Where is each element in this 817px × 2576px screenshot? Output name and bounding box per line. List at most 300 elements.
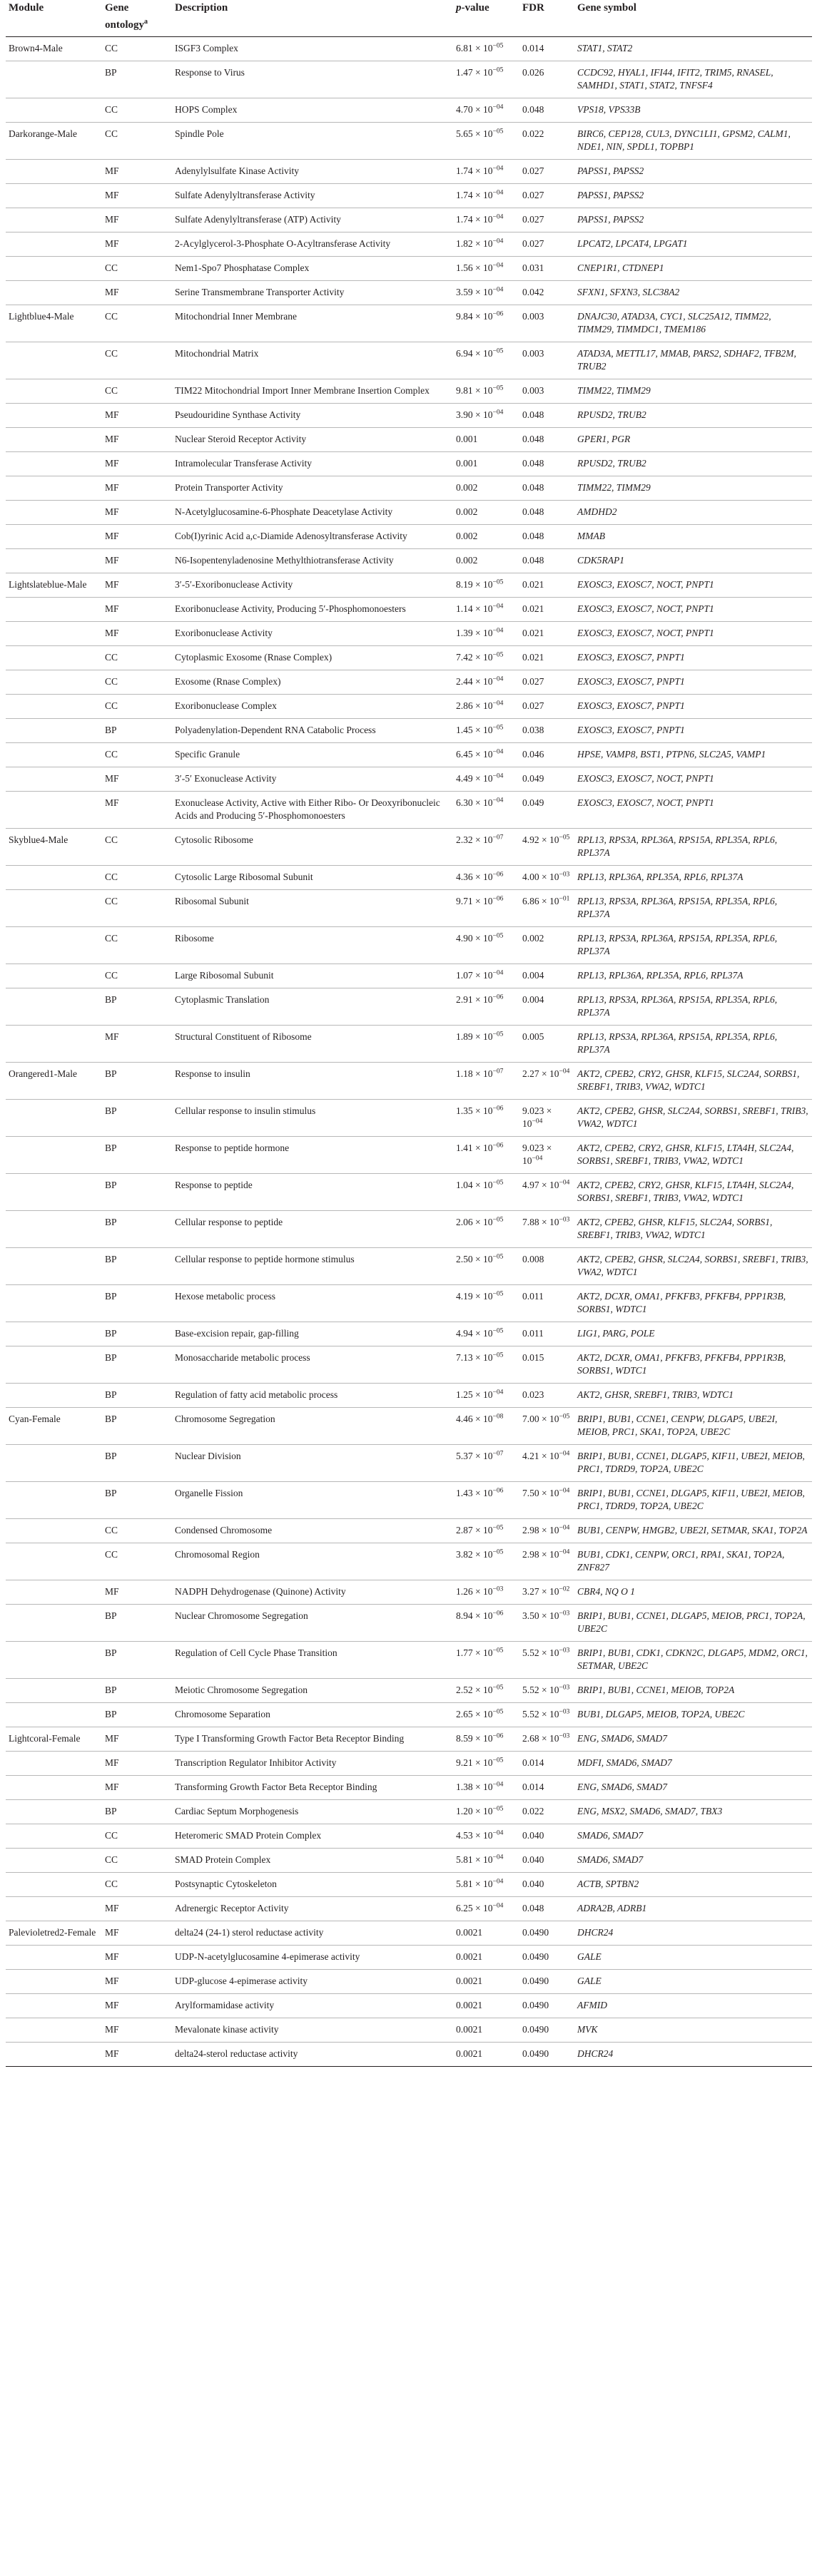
gene-symbols-cell	[574, 792, 812, 829]
fdr-cell	[519, 964, 574, 988]
ontology-cell	[102, 1346, 172, 1384]
pvalue-mantissa: 4.36 × 10	[456, 872, 493, 882]
ontology-cell	[102, 1322, 172, 1346]
fdr-cell	[519, 1897, 574, 1921]
table-row	[6, 1946, 812, 1970]
fdr-cell	[519, 890, 574, 927]
ontology-code: MF	[105, 2000, 119, 2010]
gene-symbols-cell	[574, 670, 812, 695]
gene-symbols: ACTB, SPTBN2	[577, 1879, 639, 1889]
table-row	[6, 305, 812, 342]
fdr-cell	[519, 1873, 574, 1897]
module-cell	[6, 2043, 102, 2067]
term-description: NADPH Dehydrogenase (Quinone) Activity	[175, 1586, 346, 1597]
module-cell	[6, 890, 102, 927]
ontology-code: BP	[105, 1709, 117, 1719]
fdr-mantissa: 0.038	[522, 725, 544, 735]
fdr-cell	[519, 1322, 574, 1346]
table-row	[6, 61, 812, 98]
fdr-cell	[519, 1519, 574, 1543]
description-cell	[172, 1445, 453, 1482]
module-cell	[6, 305, 102, 342]
pvalue-mantissa: 0.001	[456, 458, 478, 469]
ontology-code: BP	[105, 1068, 117, 1079]
fdr-mantissa: 7.50 × 10	[522, 1488, 559, 1498]
ontology-code: BP	[105, 1647, 117, 1658]
header-gene-symbol: Gene symbol	[574, 0, 812, 37]
gene-symbols: BUB1, CENPW, HMGB2, UBE2I, SETMAR, SKA1, TOP2A	[577, 1525, 808, 1535]
pvalue-cell	[453, 98, 519, 123]
ontology-code: CC	[105, 1830, 118, 1841]
ontology-cell	[102, 1384, 172, 1408]
module-cell	[6, 646, 102, 670]
fdr-exponent: −04	[559, 1548, 570, 1556]
description-cell	[172, 1946, 453, 1970]
description-cell	[172, 1824, 453, 1849]
gene-symbols-cell	[574, 1873, 812, 1897]
gene-symbols-cell	[574, 1174, 812, 1211]
pvalue-exponent: −05	[492, 347, 504, 355]
pvalue-cell	[453, 743, 519, 767]
description-cell	[172, 1970, 453, 1994]
gene-symbols-cell	[574, 1946, 812, 1970]
gene-symbols-cell	[574, 1100, 812, 1137]
fdr-cell	[519, 1248, 574, 1285]
gene-symbols: AKT2, CPEB2, GHSR, SLC2A4, SORBS1, SREBF1, TRIB3, VWA2, WDTC1	[577, 1254, 808, 1277]
gene-symbols-cell	[574, 452, 812, 476]
table-row	[6, 1824, 812, 1849]
pvalue-mantissa: 4.90 × 10	[456, 933, 493, 944]
pvalue-exponent: −06	[492, 310, 504, 318]
fdr-mantissa: 7.00 × 10	[522, 1414, 559, 1424]
fdr-mantissa: 4.97 × 10	[522, 1180, 559, 1190]
term-description: N-Acetylglucosamine-6-Phosphate Deacetylase Activity	[175, 506, 393, 517]
ontology-cell	[102, 1445, 172, 1482]
ontology-cell	[102, 160, 172, 184]
gene-symbols-cell	[574, 1642, 812, 1679]
pvalue-mantissa: 4.94 × 10	[456, 1328, 493, 1339]
module-cell	[6, 257, 102, 281]
term-description: Mitochondrial Inner Membrane	[175, 311, 297, 322]
fdr-cell	[519, 1211, 574, 1248]
fdr-cell	[519, 2018, 574, 2043]
pvalue-exponent: −04	[492, 1902, 504, 1910]
term-description: Large Ribosomal Subunit	[175, 970, 274, 981]
term-description: Regulation of Cell Cycle Phase Transition	[175, 1647, 338, 1658]
module-cell	[6, 160, 102, 184]
ontology-code: BP	[105, 1105, 117, 1116]
ontology-code: BP	[105, 994, 117, 1005]
gene-symbols-cell	[574, 342, 812, 379]
term-description: Cytosolic Ribosome	[175, 834, 253, 845]
pvalue-exponent: −05	[492, 1757, 504, 1764]
gene-symbols: EXOSC3, EXOSC7, NOCT, PNPT1	[577, 797, 714, 808]
gene-symbols-cell	[574, 646, 812, 670]
pvalue-mantissa: 2.91 × 10	[456, 994, 493, 1005]
gene-symbols-cell	[574, 501, 812, 525]
pvalue-cell	[453, 123, 519, 160]
pvalue-exponent: −04	[492, 103, 504, 111]
pvalue-mantissa: 8.94 × 10	[456, 1610, 493, 1621]
module-cell	[6, 1897, 102, 1921]
pvalue-cell	[453, 1445, 519, 1482]
pvalue-cell	[453, 61, 519, 98]
description-cell	[172, 695, 453, 719]
fdr-mantissa: 0.014	[522, 1757, 544, 1768]
module-name: Cyan-Female	[9, 1414, 61, 1424]
module-cell	[6, 573, 102, 598]
fdr-cell	[519, 428, 574, 452]
ontology-code: CC	[105, 348, 118, 359]
gene-symbols: RPL13, RPL36A, RPL35A, RPL6, RPL37A	[577, 970, 744, 981]
term-description: Ribosome	[175, 933, 214, 944]
fdr-mantissa: 0.021	[522, 603, 544, 614]
fdr-exponent: −04	[559, 1068, 570, 1075]
fdr-mantissa: 0.027	[522, 238, 544, 249]
module-name: Lightcoral-Female	[9, 1733, 81, 1744]
ontology-cell	[102, 1642, 172, 1679]
description-cell	[172, 1703, 453, 1727]
module-cell	[6, 1994, 102, 2018]
gene-symbols: CBR4, NQ O 1	[577, 1586, 635, 1597]
pvalue-exponent: −05	[492, 1647, 504, 1655]
ontology-cell	[102, 208, 172, 232]
term-description: Sulfate Adenylyltransferase Activity	[175, 190, 315, 200]
fdr-cell	[519, 232, 574, 257]
pvalue-mantissa: 1.77 × 10	[456, 1647, 493, 1658]
description-cell	[172, 1752, 453, 1776]
gene-symbols: EXOSC3, EXOSC7, NOCT, PNPT1	[577, 773, 714, 784]
pvalue-exponent: −04	[492, 237, 504, 245]
fdr-exponent: −03	[559, 1708, 570, 1716]
description-cell	[172, 2043, 453, 2067]
gene-symbols: EXOSC3, EXOSC7, PNPT1	[577, 652, 685, 663]
pvalue-mantissa: 0.0021	[456, 2000, 483, 2010]
fdr-cell	[519, 342, 574, 379]
pvalue-exponent: −04	[492, 700, 504, 707]
pvalue-cell	[453, 1849, 519, 1873]
ontology-code: MF	[105, 555, 119, 566]
table-header	[6, 0, 812, 37]
fdr-mantissa: 0.040	[522, 1879, 544, 1889]
fdr-exponent: −03	[559, 871, 570, 879]
fdr-mantissa: 5.52 × 10	[522, 1647, 559, 1658]
pvalue-cell	[453, 792, 519, 829]
ontology-cell	[102, 598, 172, 622]
term-description: UDP-glucose 4-epimerase activity	[175, 1976, 308, 1986]
gene-symbols: BRIP1, BUB1, CCNE1, DLGAP5, MEIOB, PRC1, TOP2A, UBE2C	[577, 1610, 806, 1634]
pvalue-mantissa: 7.42 × 10	[456, 652, 493, 663]
pvalue-cell	[453, 719, 519, 743]
description-cell	[172, 927, 453, 964]
module-cell	[6, 1445, 102, 1482]
gene-symbols: ENG, MSX2, SMAD6, SMAD7, TBX3	[577, 1806, 723, 1816]
gene-symbols-cell	[574, 1921, 812, 1946]
pvalue-exponent: −06	[492, 1142, 504, 1150]
ontology-code: CC	[105, 1549, 118, 1560]
gene-symbols: DHCR24	[577, 1927, 614, 1938]
fdr-mantissa: 2.98 × 10	[522, 1525, 559, 1535]
pvalue-cell	[453, 379, 519, 404]
pvalue-exponent: −06	[492, 993, 504, 1001]
ontology-code: BP	[105, 67, 117, 78]
term-description: Chromosome Separation	[175, 1709, 270, 1719]
gene-symbols-cell	[574, 1727, 812, 1752]
ontology-code: MF	[105, 458, 119, 469]
ontology-code: CC	[105, 311, 118, 322]
gene-symbols-cell	[574, 866, 812, 890]
description-cell	[172, 1776, 453, 1800]
ontology-code: MF	[105, 1757, 119, 1768]
ontology-cell	[102, 622, 172, 646]
module-cell	[6, 1482, 102, 1519]
term-description: Response to peptide	[175, 1180, 253, 1190]
term-description: Base-excision repair, gap-filling	[175, 1328, 299, 1339]
fdr-cell	[519, 695, 574, 719]
ontology-cell	[102, 1752, 172, 1776]
ontology-code: MF	[105, 1031, 119, 1042]
module-cell	[6, 501, 102, 525]
fdr-cell	[519, 123, 574, 160]
term-description: Arylformamidase activity	[175, 2000, 275, 2010]
description-cell	[172, 829, 453, 866]
ontology-cell	[102, 525, 172, 549]
module-cell	[6, 1605, 102, 1642]
term-description: Chromosomal Region	[175, 1549, 260, 1560]
description-cell	[172, 549, 453, 573]
table-row	[6, 1994, 812, 2018]
description-cell	[172, 1482, 453, 1519]
term-description: Cellular response to insulin stimulus	[175, 1105, 316, 1116]
gene-symbols: AKT2, CPEB2, GHSR, SLC2A4, SORBS1, SREBF1, TRIB3, VWA2, WDTC1	[577, 1105, 808, 1129]
ontology-code: CC	[105, 933, 118, 944]
table-row	[6, 1482, 812, 1519]
gene-symbols-cell	[574, 123, 812, 160]
ontology-cell	[102, 232, 172, 257]
pvalue-cell	[453, 184, 519, 208]
pvalue-exponent: −05	[492, 384, 504, 392]
table-row	[6, 160, 812, 184]
ontology-code: MF	[105, 579, 119, 590]
module-cell	[6, 1137, 102, 1174]
pvalue-mantissa: 4.46 × 10	[456, 1414, 493, 1424]
description-cell	[172, 1605, 453, 1642]
table-row	[6, 2018, 812, 2043]
ontology-cell	[102, 1727, 172, 1752]
gene-symbols-cell	[574, 232, 812, 257]
pvalue-cell	[453, 927, 519, 964]
fdr-mantissa: 0.048	[522, 434, 544, 444]
fdr-cell	[519, 670, 574, 695]
fdr-cell	[519, 743, 574, 767]
module-cell	[6, 61, 102, 98]
gene-symbols-cell	[574, 1703, 812, 1727]
term-description: Adrenergic Receptor Activity	[175, 1903, 289, 1913]
gene-symbols-cell	[574, 890, 812, 927]
gene-symbols-cell	[574, 1776, 812, 1800]
description-cell	[172, 1248, 453, 1285]
gene-symbols-cell	[574, 257, 812, 281]
term-description: 3′-5′-Exoribonuclease Activity	[175, 579, 293, 590]
term-description: Spindle Pole	[175, 128, 224, 139]
ontology-code: MF	[105, 1586, 119, 1597]
fdr-exponent: −03	[559, 1610, 570, 1617]
pvalue-exponent: −04	[492, 1781, 504, 1789]
ontology-code: MF	[105, 1951, 119, 1962]
pvalue-mantissa: 4.70 × 10	[456, 104, 493, 115]
pvalue-exponent: −04	[492, 286, 504, 294]
module-cell	[6, 208, 102, 232]
fdr-exponent: −04	[532, 1118, 543, 1125]
pvalue-cell	[453, 1248, 519, 1285]
term-description: Regulation of fatty acid metabolic process	[175, 1389, 338, 1400]
module-cell	[6, 866, 102, 890]
gene-symbols: BIRC6, CEP128, CUL3, DYNC1LI1, GPSM2, CALM1, NDE1, NIN, SPDL1, TOPBP1	[577, 128, 791, 152]
ontology-cell	[102, 1285, 172, 1322]
pvalue-cell	[453, 1063, 519, 1100]
pvalue-mantissa: 9.71 × 10	[456, 896, 493, 906]
fdr-mantissa: 0.048	[522, 409, 544, 420]
ontology-code: MF	[105, 531, 119, 541]
term-description: Adenylylsulfate Kinase Activity	[175, 165, 299, 176]
pvalue-cell	[453, 767, 519, 792]
pvalue-mantissa: 4.49 × 10	[456, 773, 493, 784]
module-name: Brown4-Male	[9, 43, 63, 53]
description-cell	[172, 160, 453, 184]
ontology-cell	[102, 1897, 172, 1921]
pvalue-mantissa: 1.82 × 10	[456, 238, 493, 249]
pvalue-exponent: −07	[492, 834, 504, 842]
table-row	[6, 1322, 812, 1346]
fdr-mantissa: 0.027	[522, 214, 544, 225]
description-cell	[172, 342, 453, 379]
table-row	[6, 1174, 812, 1211]
term-description: Nem1-Spo7 Phosphatase Complex	[175, 262, 310, 273]
module-cell	[6, 184, 102, 208]
gene-symbols-cell	[574, 767, 812, 792]
ontology-code: CC	[105, 1525, 118, 1535]
gene-symbols: EXOSC3, EXOSC7, PNPT1	[577, 676, 685, 687]
table-row	[6, 1897, 812, 1921]
ontology-cell	[102, 1776, 172, 1800]
pvalue-cell	[453, 2018, 519, 2043]
pvalue-cell	[453, 37, 519, 61]
pvalue-exponent: −04	[492, 772, 504, 780]
gene-symbols-cell	[574, 1580, 812, 1605]
pvalue-cell	[453, 1322, 519, 1346]
gene-symbols: CCDC92, HYAL1, IFI44, IFIT2, TRIM5, RNASEL, SAMHD1, STAT1, STAT2, TNFSF4	[577, 67, 773, 91]
description-cell	[172, 670, 453, 695]
term-description: Cytoplasmic Exosome (Rnase Complex)	[175, 652, 333, 663]
table-row	[6, 866, 812, 890]
pvalue-mantissa: 6.81 × 10	[456, 43, 493, 53]
ontology-code: BP	[105, 1488, 117, 1498]
pvalue-mantissa: 0.002	[456, 506, 478, 517]
term-description: Heteromeric SMAD Protein Complex	[175, 1830, 322, 1841]
gene-symbols: EXOSC3, EXOSC7, NOCT, PNPT1	[577, 579, 714, 590]
fdr-cell	[519, 61, 574, 98]
gene-symbols: EXOSC3, EXOSC7, PNPT1	[577, 700, 685, 711]
description-cell	[172, 257, 453, 281]
fdr-mantissa: 0.0490	[522, 1976, 549, 1986]
pvalue-cell	[453, 1873, 519, 1897]
pvalue-exponent: −04	[492, 213, 504, 221]
fdr-cell	[519, 1482, 574, 1519]
ontology-code: CC	[105, 1879, 118, 1889]
fdr-mantissa: 0.048	[522, 555, 544, 566]
description-cell	[172, 1642, 453, 1679]
table-row	[6, 767, 812, 792]
fdr-mantissa: 0.015	[522, 1352, 544, 1363]
description-cell	[172, 1897, 453, 1921]
term-description: Nuclear Chromosome Segregation	[175, 1610, 308, 1621]
fdr-exponent: −05	[559, 1413, 570, 1421]
gene-symbols: DHCR24	[577, 2048, 614, 2059]
ontology-code: CC	[105, 652, 118, 663]
table-row	[6, 1248, 812, 1285]
pvalue-exponent: −05	[492, 932, 504, 940]
table-row	[6, 1519, 812, 1543]
ontology-cell	[102, 1026, 172, 1063]
pvalue-exponent: −05	[492, 1216, 504, 1224]
ontology-code: CC	[105, 1854, 118, 1865]
ontology-cell	[102, 123, 172, 160]
term-description: Ribosomal Subunit	[175, 896, 249, 906]
fdr-cell	[519, 1174, 574, 1211]
pvalue-cell	[453, 1384, 519, 1408]
pvalue-mantissa: 5.65 × 10	[456, 128, 493, 139]
module-cell	[6, 719, 102, 743]
pvalue-exponent: −07	[492, 1068, 504, 1075]
fdr-exponent: −01	[559, 895, 570, 903]
fdr-mantissa: 0.021	[522, 579, 544, 590]
term-description: Sulfate Adenylyltransferase (ATP) Activity	[175, 214, 341, 225]
pvalue-mantissa: 1.74 × 10	[456, 214, 493, 225]
fdr-mantissa: 0.002	[522, 933, 544, 944]
fdr-mantissa: 0.049	[522, 773, 544, 784]
ontology-cell	[102, 501, 172, 525]
fdr-mantissa: 0.0490	[522, 2024, 549, 2035]
module-cell	[6, 525, 102, 549]
fdr-mantissa: 0.014	[522, 1782, 544, 1792]
ontology-code: CC	[105, 676, 118, 687]
table-row	[6, 232, 812, 257]
gene-symbols: PAPSS1, PAPSS2	[577, 190, 644, 200]
gene-symbols: BUB1, CDK1, CENPW, ORC1, RPA1, SKA1, TOP2A, ZNF827	[577, 1549, 785, 1573]
pvalue-mantissa: 2.65 × 10	[456, 1709, 493, 1719]
ontology-code: BP	[105, 1352, 117, 1363]
pvalue-exponent: −05	[492, 1684, 504, 1692]
pvalue-cell	[453, 342, 519, 379]
fdr-cell	[519, 1137, 574, 1174]
description-cell	[172, 964, 453, 988]
gene-symbols: TIMM22, TIMM29	[577, 385, 651, 396]
gene-symbols: VPS18, VPS33B	[577, 104, 641, 115]
module-cell	[6, 988, 102, 1026]
description-cell	[172, 1543, 453, 1580]
pvalue-cell	[453, 1605, 519, 1642]
ontology-cell	[102, 1703, 172, 1727]
table-row	[6, 452, 812, 476]
gene-symbols: RPL13, RPL36A, RPL35A, RPL6, RPL37A	[577, 872, 744, 882]
table-row	[6, 1285, 812, 1322]
module-cell	[6, 428, 102, 452]
term-description: HOPS Complex	[175, 104, 238, 115]
fdr-mantissa: 0.048	[522, 1903, 544, 1913]
module-cell	[6, 123, 102, 160]
module-cell	[6, 598, 102, 622]
ontology-code: MF	[105, 482, 119, 493]
